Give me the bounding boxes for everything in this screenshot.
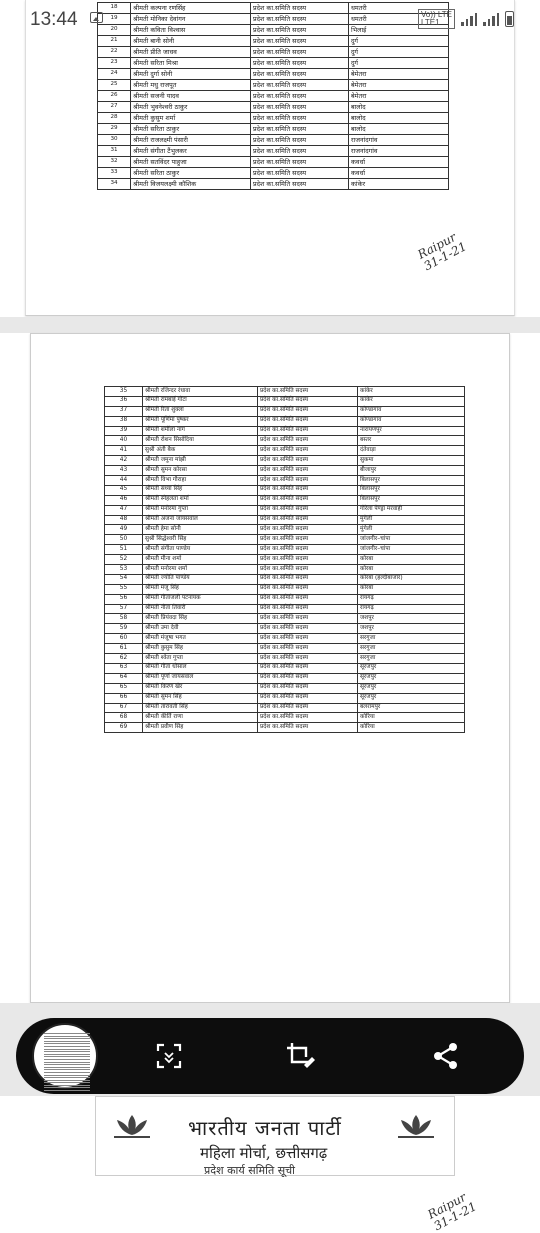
member-name: श्रीमती मनोरमा गुप्ता — [143, 505, 258, 515]
member-designation: प्रदेश का.समिति सदस्य — [258, 476, 358, 486]
table-row — [105, 574, 465, 584]
member-district: दुर्ग — [349, 47, 449, 58]
signature: Raipur 31-1-21 — [425, 1189, 479, 1233]
member-name: श्रीमती गीतांजली पटनायक — [143, 594, 258, 604]
member-designation: प्रदेश का.समिति सदस्य — [258, 387, 358, 397]
member-name: श्रीमती रोशन सिसोदिया — [143, 436, 258, 446]
member-name: श्रीमती सुमन कोरसा — [143, 466, 258, 476]
table-row — [105, 604, 465, 614]
member-name: श्रीमती भुवनेश्वरी ठाकुर — [131, 102, 251, 113]
member-designation: प्रदेश का.समिति सदस्य — [258, 515, 358, 525]
serial-number: 68 — [105, 713, 143, 723]
member-name: श्रीमती सरिता मिश्रा — [131, 58, 251, 69]
table-row — [98, 36, 449, 47]
serial-number: 69 — [105, 723, 143, 733]
member-district: राजनांदगांव — [349, 135, 449, 146]
table-row — [105, 555, 465, 565]
member-name: सुश्री अंती बैक — [143, 446, 258, 456]
member-designation: प्रदेश का.समिति सदस्य — [251, 135, 349, 146]
member-district: बेमेतरा — [349, 69, 449, 80]
table-row — [105, 476, 465, 486]
serial-number: 21 — [98, 36, 131, 47]
serial-number: 55 — [105, 584, 143, 594]
member-designation: प्रदेश का.समिति सदस्य — [258, 525, 358, 535]
serial-number: 25 — [98, 80, 131, 91]
member-district: बालोद — [349, 113, 449, 124]
table-row — [105, 495, 465, 505]
table-row — [105, 594, 465, 604]
member-district: बस्तर — [358, 436, 465, 446]
member-designation: प्रदेश का.समिति सदस्य — [258, 624, 358, 634]
table-row — [98, 157, 449, 168]
member-district: कांकेर — [349, 179, 449, 190]
member-name: श्रीमती राजलक्ष्मी पंसारी — [131, 135, 251, 146]
table-row — [105, 387, 465, 397]
member-district: कोरबा — [358, 584, 465, 594]
member-name: श्रीमती मीना शर्मा — [143, 555, 258, 565]
member-name: श्रीमती कल्पना रणसिंह — [131, 3, 251, 14]
serial-number: 34 — [98, 179, 131, 190]
table-row — [105, 466, 465, 476]
member-name: श्रीमती कुसुम सिंह — [143, 644, 258, 654]
serial-number: 26 — [98, 91, 131, 102]
image-notification-icon — [90, 12, 103, 23]
member-designation: प्रदेश का.समिति सदस्य — [258, 426, 358, 436]
member-name: श्रीमती संगीता पाण्डेय — [143, 545, 258, 555]
serial-number: 27 — [98, 102, 131, 113]
member-district: सूरजपुर — [358, 673, 465, 683]
member-district: सूरजपुर — [358, 683, 465, 693]
member-district: सरगुजा — [358, 644, 465, 654]
member-name: श्रीमती किरण खेर — [143, 683, 258, 693]
member-designation: प्रदेश का.समिति सदस्य — [258, 456, 358, 466]
serial-number: 20 — [98, 25, 131, 36]
member-designation: प्रदेश का.समिति सदस्य — [258, 406, 358, 416]
serial-number: 47 — [105, 505, 143, 515]
serial-number: 28 — [98, 113, 131, 124]
table-row — [105, 525, 465, 535]
member-designation: प्रदेश का.समिति सदस्य — [258, 565, 358, 575]
member-designation: प्रदेश का.समिति सदस्य — [251, 58, 349, 69]
member-name: श्रीमती श्वेता गुप्ता — [143, 654, 258, 664]
member-name: श्रीमती विभा गौराहा — [143, 476, 258, 486]
share-button[interactable] — [428, 1038, 464, 1074]
serial-number: 53 — [105, 565, 143, 575]
serial-number: 39 — [105, 426, 143, 436]
member-district: जांजगीर–चांपा — [358, 535, 465, 545]
member-district: दुर्ग — [349, 58, 449, 69]
table-row — [105, 426, 465, 436]
serial-number: 38 — [105, 416, 143, 426]
table-row — [98, 124, 449, 135]
member-district: धमतरी — [349, 3, 449, 14]
member-name: श्रीमती तारावती सिंह — [143, 703, 258, 713]
member-name: श्रीमती मनोरमा शर्मा — [143, 565, 258, 575]
member-designation: प्रदेश का.समिति सदस्य — [251, 80, 349, 91]
member-name: श्रीमती ज्योति पाण्डेय — [143, 574, 258, 584]
document-page-1 — [25, 0, 515, 316]
organization-title: भारतीय जनता पार्टी — [188, 1116, 342, 1140]
member-designation: प्रदेश का.समिति सदस्य — [251, 3, 349, 14]
table-row — [105, 584, 465, 594]
member-designation: प्रदेश का.समिति सदस्य — [258, 535, 358, 545]
table-row — [105, 406, 465, 416]
member-district: धमतरी — [349, 14, 449, 25]
member-designation: प्रदेश का.समिति सदस्य — [258, 634, 358, 644]
member-designation: प्रदेश का.समिति सदस्य — [258, 416, 358, 426]
lens-scan-button[interactable] — [151, 1038, 187, 1074]
table-row — [98, 102, 449, 113]
member-district: कोरिया — [358, 713, 465, 723]
serial-number: 32 — [98, 157, 131, 168]
member-name: श्रीमती प्रियंवदा सिंह — [143, 614, 258, 624]
member-district: बिलासपुर — [358, 495, 465, 505]
member-name: श्रीमती दुर्गा सोनी — [131, 69, 251, 80]
member-designation: प्रदेश का.समिति सदस्य — [258, 436, 358, 446]
share-icon — [432, 1042, 460, 1070]
member-name: श्रीमती हेमा सोनी — [143, 525, 258, 535]
member-district: जांजगीर–चांपा — [358, 545, 465, 555]
member-name: श्रीमती अंजना जायसवाल — [143, 515, 258, 525]
member-name: श्रीमती बानी सोनी — [131, 36, 251, 47]
table-row — [105, 505, 465, 515]
table-row — [105, 703, 465, 713]
member-designation: प्रदेश का.समिति सदस्य — [251, 168, 349, 179]
member-designation: प्रदेश का.समिति सदस्य — [258, 466, 358, 476]
member-table-2 — [104, 386, 465, 733]
member-name: श्रीमती सरिता ठाकुर — [131, 168, 251, 179]
member-designation: प्रदेश का.समिति सदस्य — [251, 14, 349, 25]
serial-number: 35 — [105, 387, 143, 397]
member-designation: प्रदेश का.समिति सदस्य — [258, 594, 358, 604]
serial-number: 58 — [105, 614, 143, 624]
lens-scan-icon — [156, 1043, 182, 1069]
member-designation: प्रदेश का.समिति सदस्य — [258, 703, 358, 713]
member-name: श्रीमती प्रीति जाधव — [131, 47, 251, 58]
serial-number: 63 — [105, 663, 143, 673]
member-district: कोण्डागांव — [358, 416, 465, 426]
serial-number: 18 — [98, 3, 131, 14]
member-name: श्रीमती विजयलक्ष्मी कौशिक — [131, 179, 251, 190]
member-designation: प्रदेश का.समिति सदस्य — [251, 113, 349, 124]
member-district: कवर्धा — [349, 157, 449, 168]
member-district: बालोद — [349, 124, 449, 135]
member-designation: प्रदेश का.समिति सदस्य — [251, 124, 349, 135]
member-district: भिलाई — [349, 25, 449, 36]
member-designation: प्रदेश का.समिति सदस्य — [251, 69, 349, 80]
table-row — [98, 47, 449, 58]
member-name: श्रीमती स्नेहलता शर्मा — [143, 495, 258, 505]
serial-number: 62 — [105, 654, 143, 664]
member-name: श्रीमती पूर्णा जायसवाल — [143, 673, 258, 683]
member-name: श्रीमती मधु राजपूत — [131, 80, 251, 91]
member-district: सरगुजा — [358, 634, 465, 644]
serial-number: 65 — [105, 683, 143, 693]
member-name: श्रीमती रिता शुक्ला — [143, 406, 258, 416]
serial-number: 23 — [98, 58, 131, 69]
member-district: सूरजपुर — [358, 663, 465, 673]
member-designation: प्रदेश का.समिति सदस्य — [251, 157, 349, 168]
lotus-logo-icon — [396, 1111, 436, 1141]
member-name: श्रीमती गीता धोसाल — [143, 663, 258, 673]
member-designation: प्रदेश का.समिति सदस्य — [258, 555, 358, 565]
member-district: कांकेर — [358, 396, 465, 406]
member-designation: प्रदेश का.समिति सदस्य — [258, 495, 358, 505]
serial-number: 64 — [105, 673, 143, 683]
serial-number: 29 — [98, 124, 131, 135]
member-district: दुर्ग — [349, 36, 449, 47]
member-name: श्रीमती सुमन सिंह — [143, 693, 258, 703]
signal-strength-2-icon — [483, 12, 499, 26]
table-row — [105, 713, 465, 723]
status-indicators — [418, 9, 514, 29]
battery-icon — [505, 11, 514, 27]
serial-number: 33 — [98, 168, 131, 179]
document-thumbnail[interactable] — [32, 1023, 98, 1089]
member-designation: प्रदेश का.समिति सदस्य — [258, 545, 358, 555]
member-district: मुंगेली — [358, 515, 465, 525]
table-row — [105, 545, 465, 555]
thumbnail-lines — [44, 1033, 90, 1093]
member-designation: प्रदेश का.समिति सदस्य — [251, 179, 349, 190]
serial-number: 44 — [105, 476, 143, 486]
serial-number: 31 — [98, 146, 131, 157]
table-row — [105, 446, 465, 456]
signature: Raipur 31-1-21 — [415, 229, 469, 273]
serial-number: 30 — [98, 135, 131, 146]
lotus-logo-icon — [112, 1111, 152, 1141]
table-row — [105, 693, 465, 703]
serial-number: 24 — [98, 69, 131, 80]
member-name: श्रीमती कविता विश्वास — [131, 25, 251, 36]
table-row — [98, 80, 449, 91]
member-district: सूरजपुर — [358, 693, 465, 703]
member-district: बीजापुर — [358, 466, 465, 476]
member-name: श्रीमती मंजू सिंह — [143, 584, 258, 594]
member-designation: प्रदेश का.समिति सदस्य — [258, 673, 358, 683]
member-table-body — [105, 387, 465, 733]
member-name: श्रीमती सरिता ठाकुर — [131, 124, 251, 135]
table-row — [105, 634, 465, 644]
member-name: श्रीमती प्रवीण सिंह — [143, 723, 258, 733]
serial-number: 48 — [105, 515, 143, 525]
serial-number: 37 — [105, 406, 143, 416]
serial-number: 46 — [105, 495, 143, 505]
member-designation: प्रदेश का.समिति सदस्य — [258, 644, 358, 654]
serial-number: 56 — [105, 594, 143, 604]
table-row — [98, 146, 449, 157]
serial-number: 42 — [105, 456, 143, 466]
table-row — [98, 135, 449, 146]
document-page-3 — [95, 1096, 455, 1176]
viewer-action-bar — [16, 1018, 524, 1094]
serial-number: 36 — [105, 396, 143, 406]
member-district: गौरेला पेण्ड्रा मरवाही — [358, 505, 465, 515]
crop-edit-icon — [285, 1041, 315, 1071]
table-row — [98, 69, 449, 80]
table-row — [105, 654, 465, 664]
serial-number: 50 — [105, 535, 143, 545]
member-name: श्रीमती कुसुम शर्मा — [131, 113, 251, 124]
table-row — [98, 58, 449, 69]
table-row — [105, 723, 465, 733]
member-designation: प्रदेश का.समिति सदस्य — [251, 102, 349, 113]
table-row — [98, 179, 449, 190]
serial-number: 51 — [105, 545, 143, 555]
volte-indicator: Vo)) LTE LTE1 — [418, 9, 455, 29]
member-name: श्रीमती सजनी यादव — [131, 91, 251, 102]
page-separator — [0, 317, 540, 333]
table-row — [105, 644, 465, 654]
serial-number: 40 — [105, 436, 143, 446]
member-district: बिलासपुर — [358, 476, 465, 486]
table-row — [105, 396, 465, 406]
member-district: रायगढ़ — [358, 604, 465, 614]
table-row — [98, 168, 449, 179]
member-name: श्रीमती रामबाई गोंटा — [143, 396, 258, 406]
member-name: श्रीमती मोनिका देवांगन — [131, 14, 251, 25]
serial-number: 41 — [105, 446, 143, 456]
table-row — [105, 624, 465, 634]
serial-number: 67 — [105, 703, 143, 713]
member-designation: प्रदेश का.समिति सदस्य — [251, 91, 349, 102]
member-district: नारायणपुर — [358, 426, 465, 436]
member-district: कोरिया — [358, 723, 465, 733]
signal-strength-icon — [461, 12, 477, 26]
member-district: कांकेर — [358, 387, 465, 397]
serial-number: 59 — [105, 624, 143, 634]
serial-number: 60 — [105, 634, 143, 644]
member-designation: प्रदेश का.समिति सदस्य — [251, 25, 349, 36]
member-designation: प्रदेश का.समिति सदस्य — [251, 47, 349, 58]
member-name: श्रीमती सतविंदर पाहुजा — [131, 157, 251, 168]
document-heading-partial: प्रदेश कार्य समिति सूची — [204, 1164, 295, 1177]
member-designation: प्रदेश का.समिति सदस्य — [251, 36, 349, 47]
member-designation: प्रदेश का.समिति सदस्य — [258, 584, 358, 594]
table-row — [98, 113, 449, 124]
member-district: राजनांदगांव — [349, 146, 449, 157]
table-row — [105, 673, 465, 683]
member-district: बेमेतरा — [349, 91, 449, 102]
member-district: कोरबा — [358, 555, 465, 565]
serial-number: 49 — [105, 525, 143, 535]
member-district: जशपुर — [358, 614, 465, 624]
member-name: श्रीमती उमा देवी — [143, 624, 258, 634]
serial-number: 66 — [105, 693, 143, 703]
member-name: सुश्री सिद्धेश्वरी सिंह — [143, 535, 258, 545]
member-name: श्रीमती कीर्ति राणा — [143, 713, 258, 723]
serial-number: 43 — [105, 466, 143, 476]
table-row — [98, 91, 449, 102]
serial-number: 61 — [105, 644, 143, 654]
member-district: बलरामपुर — [358, 703, 465, 713]
member-designation: प्रदेश का.समिति सदस्य — [258, 604, 358, 614]
member-district: मुंगेली — [358, 525, 465, 535]
member-district: कवर्धा — [349, 168, 449, 179]
member-designation: प्रदेश का.समिति सदस्य — [258, 654, 358, 664]
table-row — [105, 436, 465, 446]
member-district: कोरबा (हल्दीबाजार) — [358, 574, 465, 584]
serial-number: 19 — [98, 14, 131, 25]
organization-subtitle: महिला मोर्चा, छत्तीसगढ़ — [200, 1144, 328, 1162]
table-row — [105, 416, 465, 426]
table-row — [105, 683, 465, 693]
table-row — [105, 485, 465, 495]
table-row — [105, 515, 465, 525]
status-bar — [0, 0, 540, 36]
table-row — [105, 663, 465, 673]
member-designation: प्रदेश का.समिति सदस्य — [258, 614, 358, 624]
table-row — [105, 565, 465, 575]
serial-number: 45 — [105, 485, 143, 495]
crop-edit-button[interactable] — [282, 1038, 318, 1074]
member-district: दंतेवाड़ा — [358, 446, 465, 456]
member-name: श्रीमती संगीता टैंभुलकर — [131, 146, 251, 157]
member-name: श्रीमती संध्या सिंह — [143, 485, 258, 495]
member-designation: प्रदेश का.समिति सदस्य — [258, 396, 358, 406]
serial-number: 54 — [105, 574, 143, 584]
status-time: 13:44 — [30, 9, 78, 30]
member-designation: प्रदेश का.समिति सदस्य — [258, 574, 358, 584]
serial-number: 52 — [105, 555, 143, 565]
member-name: श्रीमती मंजूषा भगत — [143, 634, 258, 644]
member-district: रायगढ़ — [358, 594, 465, 604]
member-name: श्रीमती जमुना मांझी — [143, 456, 258, 466]
member-name: श्रीमती पूर्णिमा पुष्कर — [143, 416, 258, 426]
member-designation: प्रदेश का.समिति सदस्य — [258, 446, 358, 456]
member-designation: प्रदेश का.समिति सदस्य — [258, 693, 358, 703]
member-designation: प्रदेश का.समिति सदस्य — [258, 723, 358, 733]
member-district: कोरबा — [358, 565, 465, 575]
table-row — [105, 456, 465, 466]
member-designation: प्रदेश का.समिति सदस्य — [258, 485, 358, 495]
member-designation: प्रदेश का.समिति सदस्य — [251, 146, 349, 157]
serial-number: 57 — [105, 604, 143, 614]
serial-number: 22 — [98, 47, 131, 58]
member-designation: प्रदेश का.समिति सदस्य — [258, 683, 358, 693]
member-name: श्रीमती शर्मीला नाग — [143, 426, 258, 436]
member-name: श्रीमती नीता तिवारी — [143, 604, 258, 614]
member-district: बेमेतरा — [349, 80, 449, 91]
member-district: जशपुर — [358, 624, 465, 634]
member-district: सरगुजा — [358, 654, 465, 664]
member-district: बालोद — [349, 102, 449, 113]
table-row — [105, 614, 465, 624]
member-designation: प्रदेश का.समिति सदस्य — [258, 663, 358, 673]
member-district: बिलासपुर — [358, 485, 465, 495]
member-designation: प्रदेश का.समिति सदस्य — [258, 713, 358, 723]
member-designation: प्रदेश का.समिति सदस्य — [258, 505, 358, 515]
member-district: सुकमा — [358, 456, 465, 466]
member-name: श्रीमती रजिन्दर रंधावा — [143, 387, 258, 397]
table-row — [105, 535, 465, 545]
member-district: कोण्डागांव — [358, 406, 465, 416]
